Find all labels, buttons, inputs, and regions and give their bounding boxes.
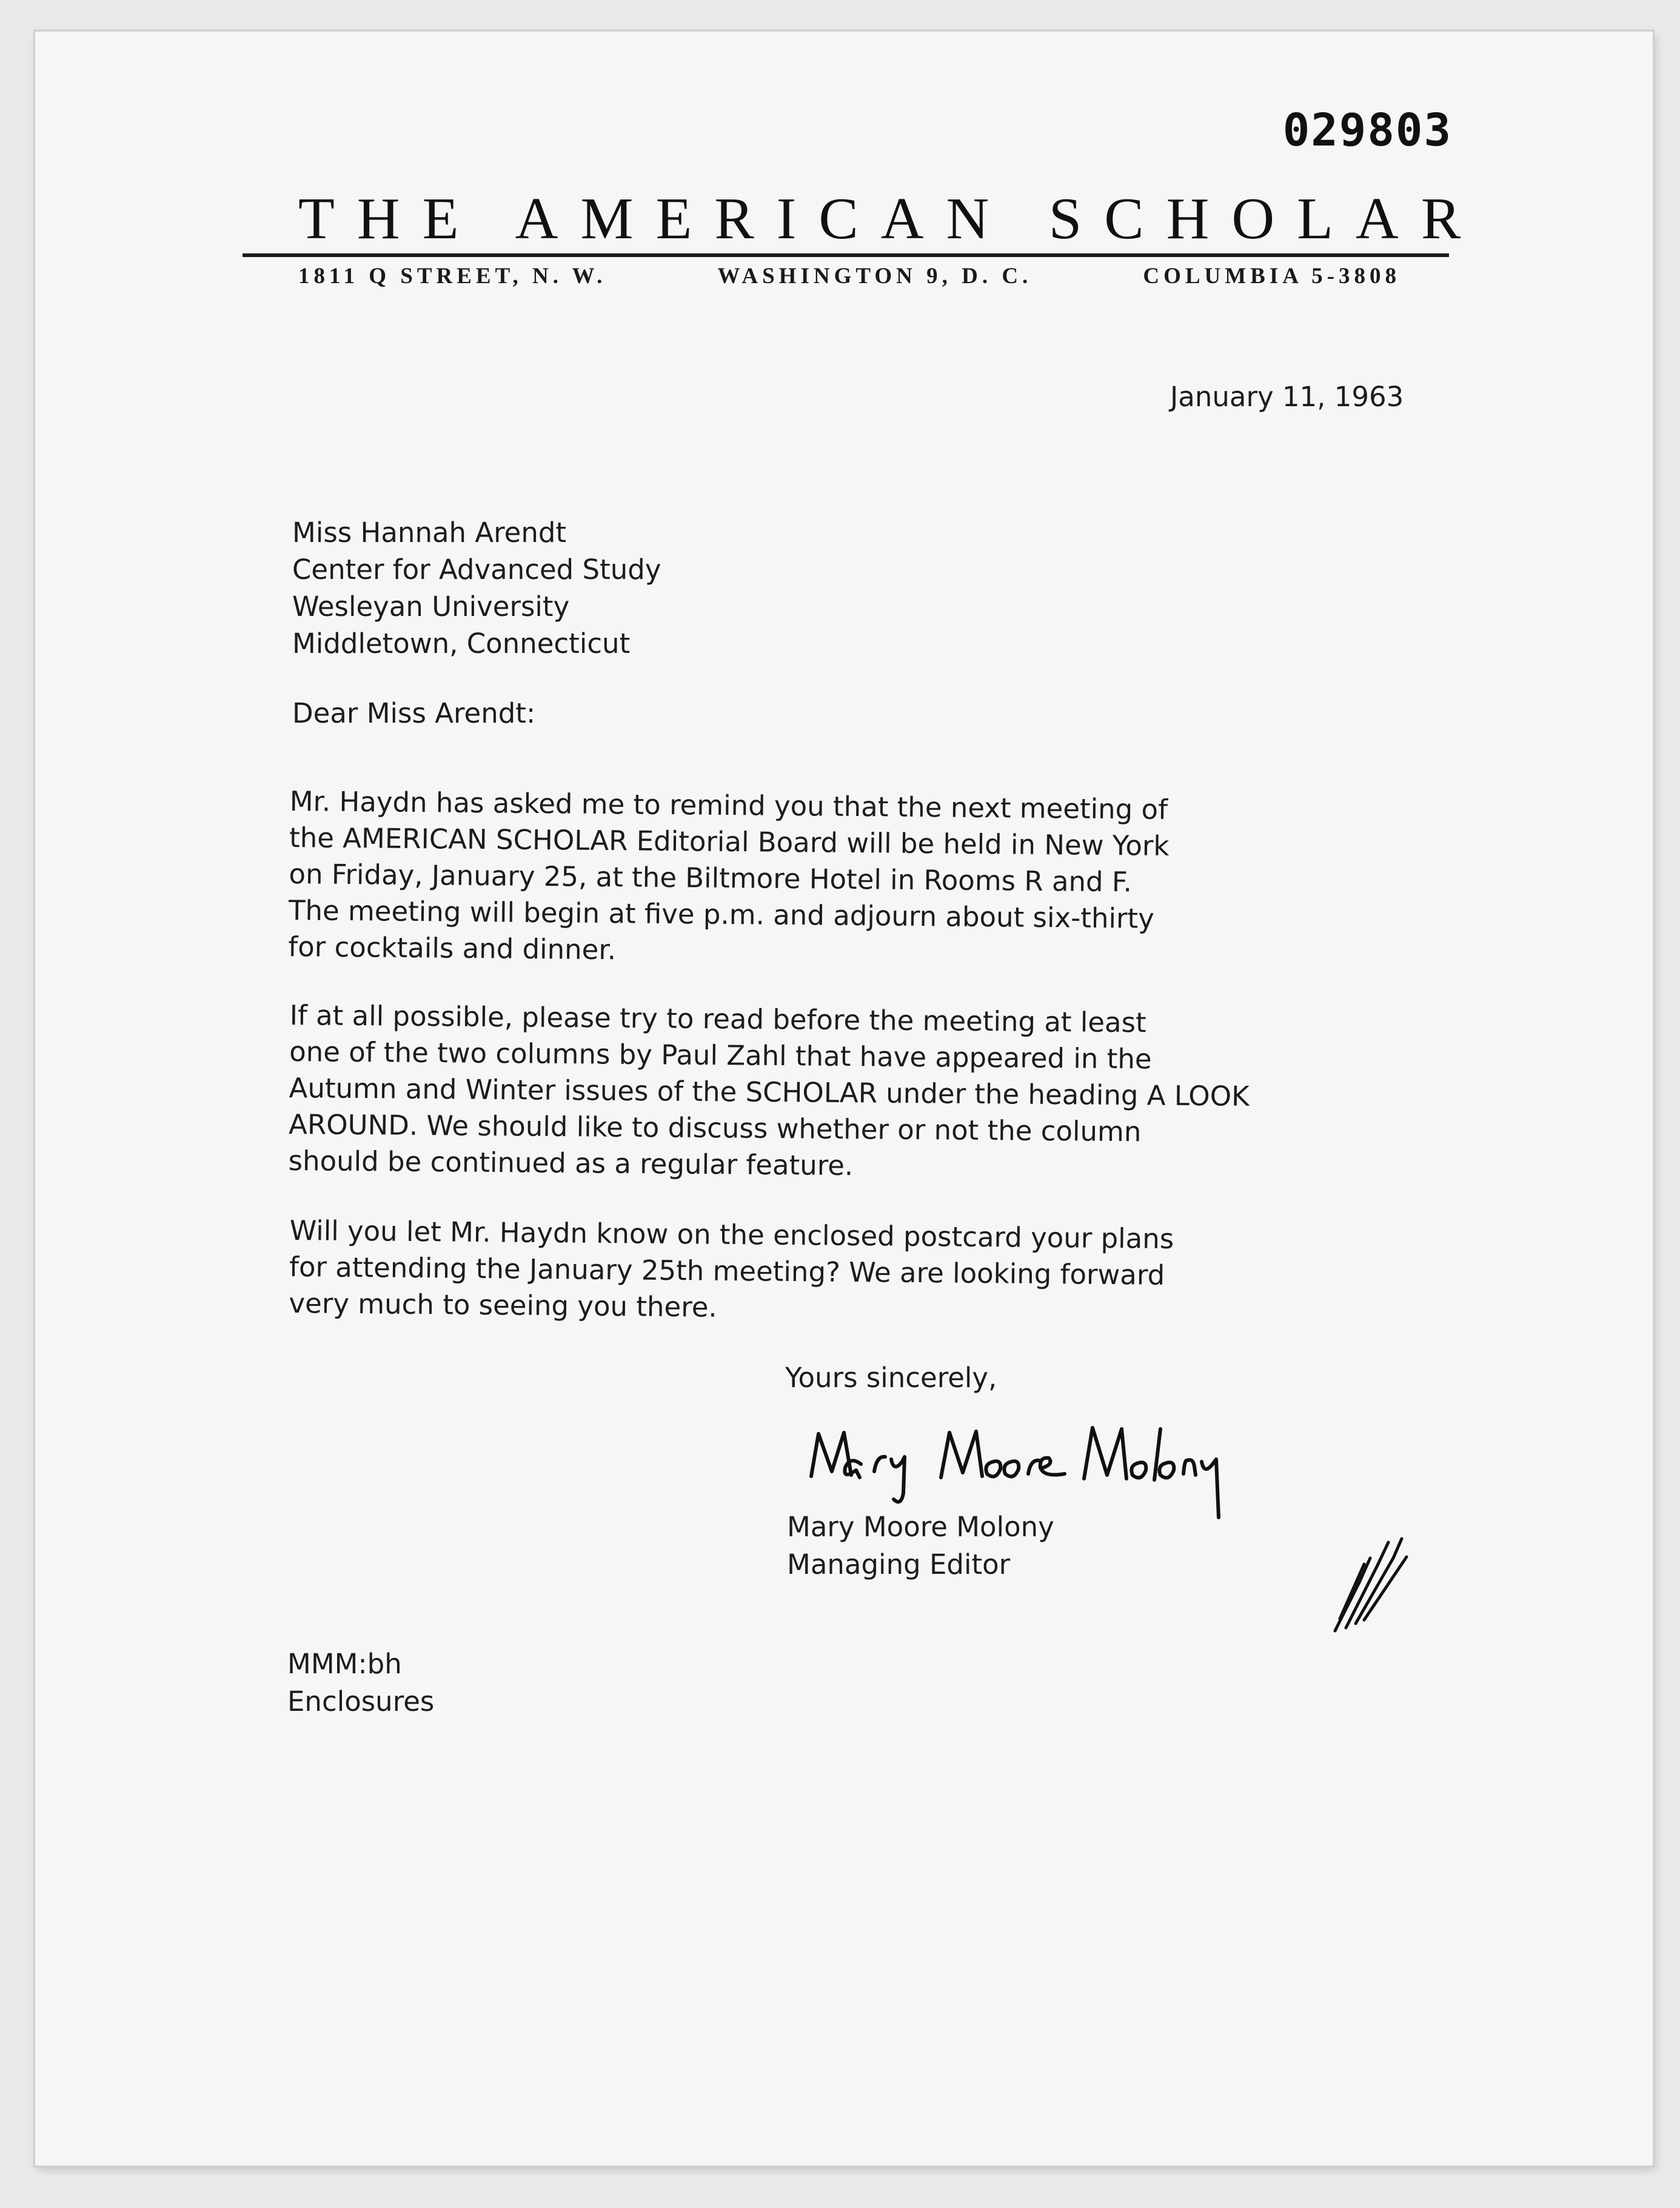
text-line: If at all possible, please try to read before the meeting at least	[289, 999, 1146, 1039]
text-line: Will you let Mr. Haydn know on the enclosed postcard your plans	[289, 1214, 1174, 1255]
text-line: Autumn and Winter issues of the SCHOLAR under the heading A LOOK	[289, 1071, 1250, 1112]
handwritten-signature	[800, 1403, 1261, 1525]
body-paragraph-3	[289, 1213, 1381, 1332]
letterhead-title: THE AMERICAN SCHOLAR	[298, 186, 1484, 252]
signer-name: Mary Moore Molony	[787, 1511, 1054, 1543]
body-paragraph-1	[288, 783, 1381, 975]
enclosures-note: Enclosures	[287, 1685, 435, 1718]
letterhead-rule	[243, 253, 1449, 257]
text-line: very much to seeing you there.	[289, 1286, 717, 1323]
text-line: AROUND. We should like to discuss whether or not the column	[288, 1108, 1142, 1148]
document-number: 029803	[1282, 104, 1452, 156]
signer-block	[787, 1508, 1054, 1584]
letter-date: January 11, 1963	[1170, 381, 1404, 413]
recipient-line: Center for Advanced Study	[292, 554, 661, 586]
text-line: for attending the January 25th meeting? We are looking forward	[289, 1250, 1165, 1291]
letterhead-address	[243, 263, 1449, 289]
reference-block	[287, 1645, 434, 1721]
letterhead-city: WASHINGTON 9, D. C.	[717, 264, 1032, 289]
recipient-address	[292, 514, 661, 662]
reference-initials: MMM:bh	[287, 1648, 402, 1680]
text-line: The meeting will begin at five p.m. and adjourn about six-thirty	[288, 894, 1155, 935]
handwritten-initials-mark	[1322, 1522, 1431, 1643]
signer-title: Managing Editor	[787, 1548, 1011, 1581]
letterhead-street: 1811 Q STREET, N. W.	[298, 264, 607, 289]
recipient-line: Middletown, Connecticut	[292, 627, 631, 660]
text-line: on Friday, January 25, at the Biltmore Hotel in Rooms R and F.	[289, 857, 1133, 898]
letterhead	[243, 186, 1484, 289]
body-paragraph-2	[288, 997, 1381, 1189]
salutation: Dear Miss Arendt:	[292, 697, 536, 729]
text-line: for cocktails and dinner.	[288, 930, 617, 966]
letterhead-phone: COLUMBIA 5-3808	[1143, 264, 1401, 289]
recipient-name: Miss Hannah Arendt	[292, 517, 567, 549]
text-line: one of the two columns by Paul Zahl that have appeared in the	[289, 1035, 1152, 1076]
text-line: should be continued as a regular feature.	[288, 1144, 854, 1182]
closing: Yours sincerely,	[785, 1362, 997, 1394]
text-line: Mr. Haydn has asked me to remind you that the next meeting of	[289, 785, 1168, 826]
recipient-line: Wesleyan University	[292, 590, 570, 623]
text-line: the AMERICAN SCHOLAR Editorial Board will be held in New York	[289, 821, 1170, 862]
